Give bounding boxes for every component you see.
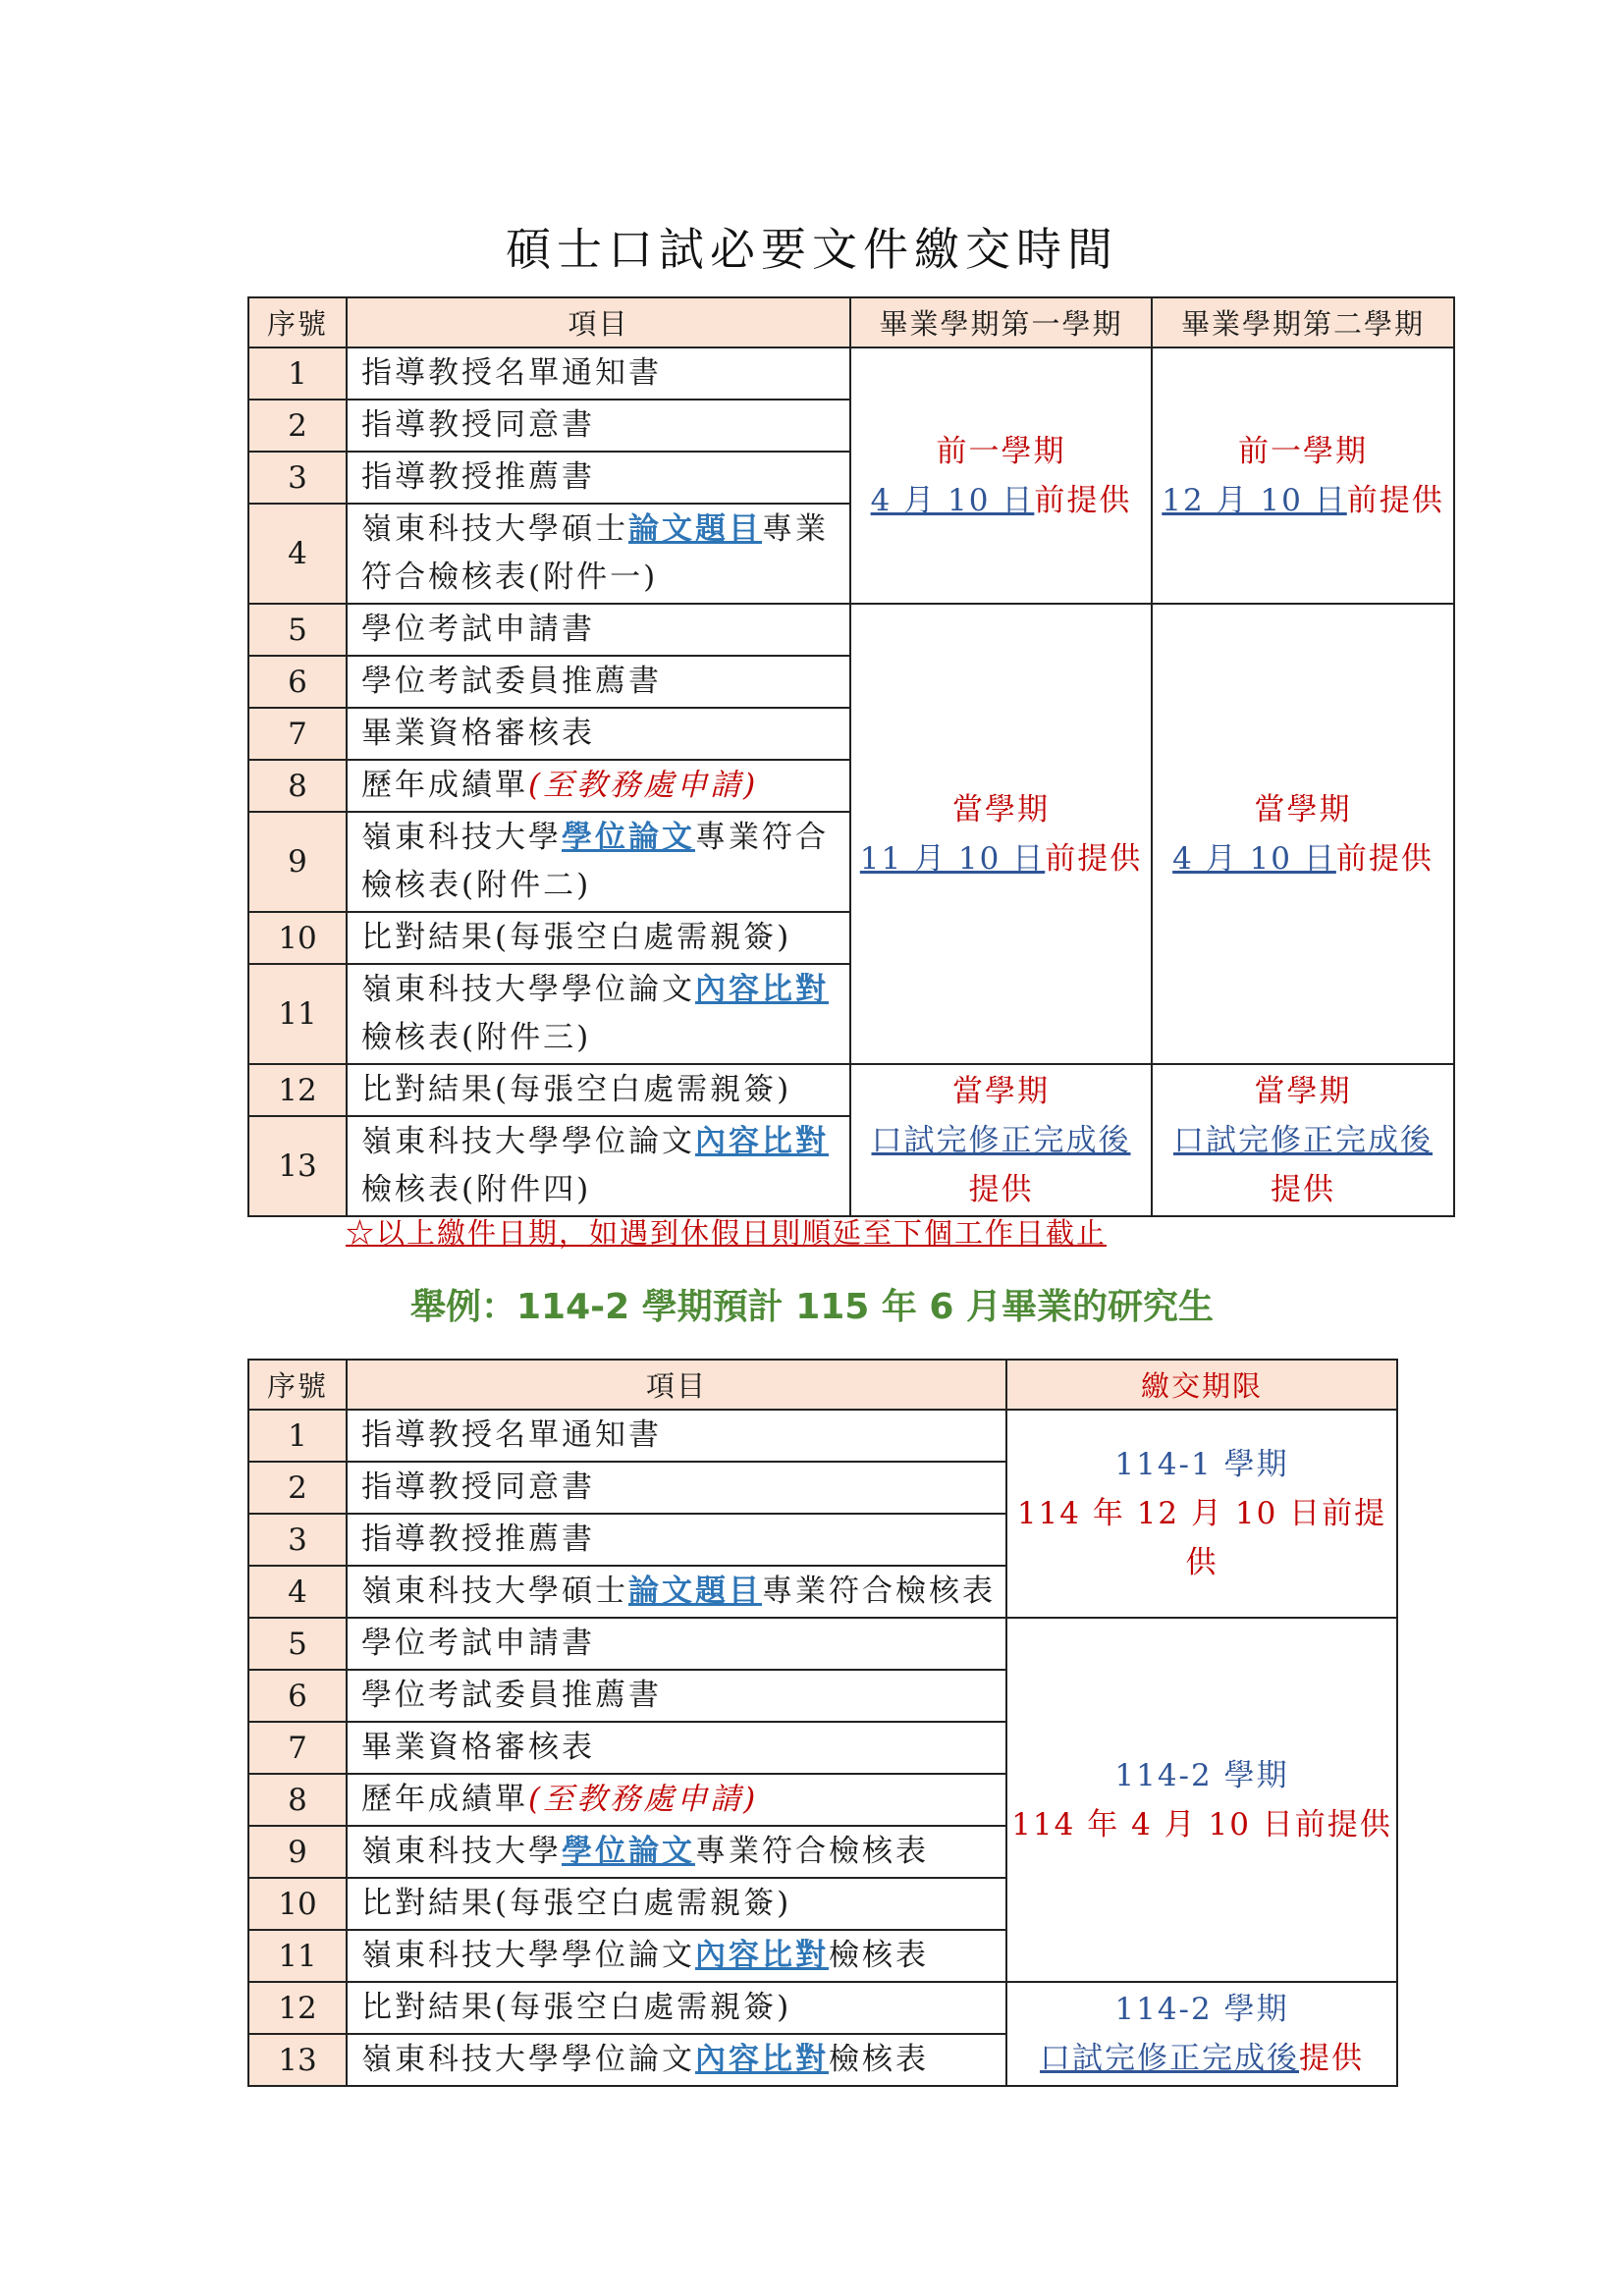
table-row	[248, 604, 1454, 656]
deadline-date: 114 年 12 月 10 日前提供	[1016, 1496, 1387, 1580]
row-number: 11	[248, 1930, 347, 1982]
row-item	[347, 504, 850, 604]
item-text: 嶺東科技大學學位論文	[361, 2042, 695, 2077]
deadline-date: 4 月 10 日	[1172, 840, 1336, 877]
table-row	[248, 1618, 1397, 1670]
deadline-label: 當學期	[1254, 1073, 1352, 1109]
item-text: 嶺東科技大學學位論文	[361, 972, 695, 1007]
row-number: 6	[248, 1670, 347, 1722]
deadline-date: 口試完修正完成後	[871, 1122, 1131, 1158]
item-text: 檢核表(附件三)	[361, 1020, 592, 1055]
item-text: 檢核表(附件四)	[361, 1172, 592, 1207]
deadline-suffix: 提供	[1271, 1171, 1335, 1207]
row-number: 8	[248, 1774, 347, 1826]
example-title: 舉例：114-2 學期預計 115 年 6 月畢業的研究生	[410, 1287, 1214, 1327]
item-text: 嶺東科技大學	[361, 1834, 562, 1869]
item-text: 專業符合檢核表	[695, 1834, 929, 1869]
deadline-group2-sem1	[850, 604, 1152, 1064]
row-number: 7	[248, 708, 347, 760]
deadline-suffix: 前提供	[1034, 482, 1132, 518]
item-highlight: 內容比對	[695, 2042, 829, 2077]
row-item	[347, 964, 850, 1064]
item-highlight: 論文題目	[628, 511, 762, 547]
row-item: 指導教授推薦書	[347, 1514, 1006, 1566]
deadline-semester: 114-1 學期	[1114, 1447, 1289, 1482]
row-number: 1	[248, 1410, 347, 1462]
deadline-date: 11 月 10 日	[859, 840, 1046, 877]
header-number: 序號	[248, 1360, 347, 1410]
item-highlight: 學位論文	[562, 1834, 695, 1869]
row-item	[347, 1566, 1006, 1618]
row-item: 畢業資格審核表	[347, 1722, 1006, 1774]
deadline-group1-sem2	[1152, 347, 1454, 604]
row-item	[347, 1930, 1006, 1982]
deadline-date: 口試完修正完成後	[1040, 2041, 1299, 2076]
row-number: 5	[248, 1618, 347, 1670]
table-row	[248, 1982, 1397, 2034]
deadline-suffix: 前提供	[1335, 840, 1434, 877]
deadline-group3-sem2	[1152, 1064, 1454, 1216]
row-number: 5	[248, 604, 347, 656]
deadline-notice: ☆以上繳件日期，如遇到休假日則順延至下個工作日截止	[346, 1216, 1108, 1250]
deadline-group1-sem1	[850, 347, 1152, 604]
item-highlight: 內容比對	[695, 972, 829, 1007]
header-number: 序號	[248, 297, 347, 347]
row-item: 畢業資格審核表	[347, 708, 850, 760]
row-number: 2	[248, 1462, 347, 1514]
row-item: 學位考試申請書	[347, 604, 850, 656]
item-note: (至教務處申請)	[528, 768, 759, 803]
row-item: 指導教授同意書	[347, 400, 850, 452]
row-number: 3	[248, 1514, 347, 1566]
header-semester-2: 畢業學期第二學期	[1152, 297, 1454, 347]
row-number: 12	[248, 1064, 347, 1116]
row-item	[347, 812, 850, 912]
deadline-label: 當學期	[952, 791, 1050, 828]
item-text: 專業符合檢核表(附件二)	[361, 820, 829, 903]
deadline-label: 前一學期	[936, 433, 1066, 469]
table-row	[248, 1064, 1454, 1116]
deadline-group3	[1006, 1982, 1397, 2086]
item-text: 專業符合檢核表	[762, 1574, 996, 1609]
row-item: 比對結果(每張空白處需親簽)	[347, 1878, 1006, 1930]
deadline-group1	[1006, 1410, 1397, 1618]
item-text: 嶺東科技大學碩士	[361, 1574, 628, 1609]
deadline-table-2	[247, 1359, 1398, 2087]
item-text: 嶺東科技大學碩士	[361, 511, 628, 547]
header-deadline: 繳交期限	[1006, 1360, 1397, 1410]
row-number: 11	[248, 964, 347, 1064]
row-number: 4	[248, 504, 347, 604]
row-item: 指導教授名單通知書	[347, 347, 850, 400]
row-number: 13	[248, 1116, 347, 1216]
item-text: 嶺東科技大學學位論文	[361, 1124, 695, 1159]
row-item: 學位考試委員推薦書	[347, 656, 850, 708]
row-number: 3	[248, 452, 347, 504]
deadline-date: 114 年 4 月 10 日前提供	[1011, 1806, 1392, 1842]
item-highlight: 論文題目	[628, 1574, 762, 1609]
deadline-group2-sem2	[1152, 604, 1454, 1064]
row-number: 9	[248, 812, 347, 912]
header-item: 項目	[347, 1360, 1006, 1410]
row-item	[347, 1116, 850, 1216]
table-header-row	[248, 1360, 1397, 1410]
row-item: 比對結果(每張空白處需親簽)	[347, 1982, 1006, 2034]
row-number: 6	[248, 656, 347, 708]
row-number: 8	[248, 760, 347, 812]
table-row	[248, 1410, 1397, 1462]
deadline-table-1	[247, 296, 1455, 1217]
item-text: 嶺東科技大學	[361, 820, 562, 855]
page-title: 碩士口試必要文件繳交時間	[506, 223, 1118, 276]
item-highlight: 內容比對	[695, 1124, 829, 1159]
row-number: 9	[248, 1826, 347, 1878]
deadline-group3-sem1	[850, 1064, 1152, 1216]
row-number: 2	[248, 400, 347, 452]
row-item: 指導教授推薦書	[347, 452, 850, 504]
row-number: 7	[248, 1722, 347, 1774]
row-item: 學位考試申請書	[347, 1618, 1006, 1670]
deadline-date: 口試完修正完成後	[1173, 1122, 1433, 1158]
deadline-date: 4 月 10 日	[870, 482, 1035, 518]
deadline-suffix: 前提供	[1045, 840, 1143, 877]
table-row	[248, 347, 1454, 400]
deadline-semester: 114-2 學期	[1114, 1757, 1289, 1793]
table-header-row	[248, 297, 1454, 347]
header-item: 項目	[347, 297, 850, 347]
item-text: 檢核表	[829, 1938, 929, 1973]
item-text: 專業符合檢核表(附件一)	[361, 511, 829, 595]
row-item: 比對結果(每張空白處需親簽)	[347, 912, 850, 964]
row-item	[347, 1826, 1006, 1878]
item-text: 歷年成績單	[361, 768, 528, 803]
row-number: 10	[248, 912, 347, 964]
item-highlight: 學位論文	[562, 820, 695, 855]
deadline-group2	[1006, 1618, 1397, 1982]
row-number: 10	[248, 1878, 347, 1930]
item-note: (至教務處申請)	[528, 1782, 759, 1817]
deadline-suffix: 提供	[1299, 2041, 1364, 2076]
row-number: 4	[248, 1566, 347, 1618]
deadline-label: 當學期	[952, 1073, 1050, 1109]
deadline-label: 當學期	[1254, 791, 1352, 828]
row-number: 13	[248, 2034, 347, 2086]
deadline-suffix: 前提供	[1346, 482, 1444, 518]
item-text: 嶺東科技大學學位論文	[361, 1938, 695, 1973]
deadline-semester: 114-2 學期	[1114, 1992, 1289, 2027]
row-item	[347, 760, 850, 812]
row-number: 12	[248, 1982, 347, 2034]
deadline-suffix: 提供	[968, 1171, 1034, 1207]
row-item: 指導教授名單通知書	[347, 1410, 1006, 1462]
row-item	[347, 1774, 1006, 1826]
row-item: 學位考試委員推薦書	[347, 1670, 1006, 1722]
deadline-label: 前一學期	[1238, 433, 1368, 469]
item-text: 歷年成績單	[361, 1782, 528, 1817]
row-item: 比對結果(每張空白處需親簽)	[347, 1064, 850, 1116]
row-item: 指導教授同意書	[347, 1462, 1006, 1514]
header-semester-1: 畢業學期第一學期	[850, 297, 1152, 347]
row-number: 1	[248, 347, 347, 400]
deadline-date: 12 月 10 日	[1162, 482, 1347, 518]
item-highlight: 內容比對	[695, 1938, 829, 1973]
item-text: 檢核表	[829, 2042, 929, 2077]
row-item	[347, 2034, 1006, 2086]
